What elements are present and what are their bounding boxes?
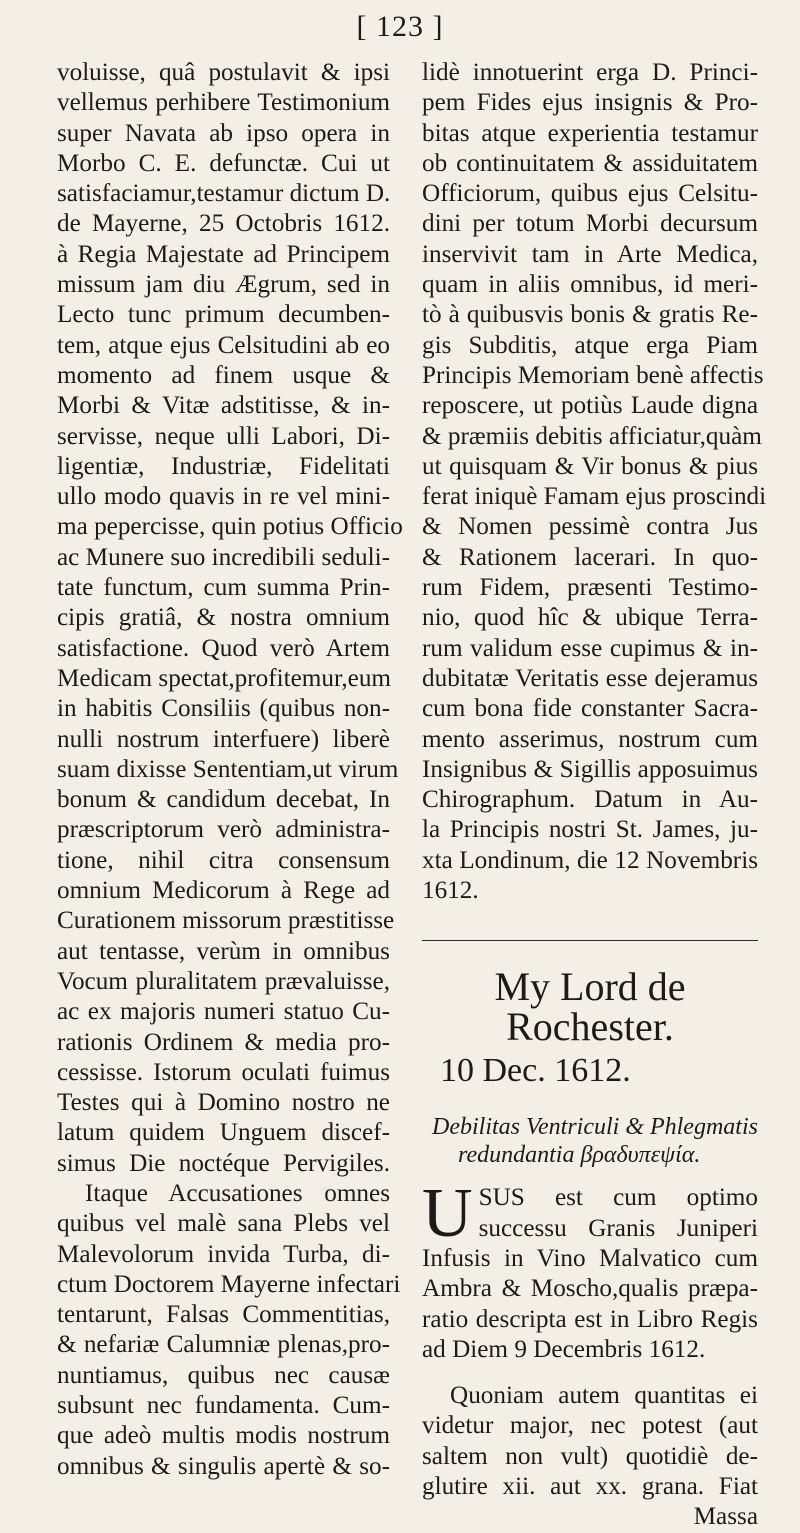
text-line: quibus vel malè sana Plebs vel [57,1210,390,1238]
text-line: & præmiis debitis afficiatur,quàm [422,422,762,450]
text-line: missum jam diu Ægrum, sed in [57,271,390,299]
text-line: Infusis in Vino Malvatico cum [422,1244,758,1272]
text-line: rum validum esse cupimus & in- [422,634,758,662]
letter-heading: My Lord de Rochester. [494,964,686,1050]
text-line: nio, quod hîc & ubique Terra- [422,604,758,632]
text-line: nulli nostrum interfuere) liberè [57,725,390,753]
text-line: præscriptorum verò administra- [57,816,390,844]
text-line: omnium Medicorum à Rege ad [57,877,390,905]
text-line: Morbo C. E. defunctæ. Cui ut [57,149,390,177]
text-line: omnibus & singulis apertè & so- [57,1452,390,1480]
text-line: ac Munere suo incredibili seduli- [57,543,390,571]
text-line: ac ex majoris numeri statuo Cu- [57,998,390,1026]
text-line: tò à quibusvis bonis & gratis Re- [422,301,758,329]
text-line: in habitis Consiliis (quibus non- [57,695,390,723]
text-line: à Regia Majestate ad Principem [57,240,390,268]
text-line: glutire xii. aut xx. grana. Fiat [422,1472,758,1500]
text-line: tentarunt, Falsas Commentitias, [57,1301,390,1329]
text-line: Morbi & Vitæ adstitisse, & in- [57,392,390,420]
text-line: ratio descripta est in Libro Regis [422,1305,758,1333]
catchword: Massa [693,1503,758,1531]
text-line: saltem non vult) quotidiè de- [422,1442,758,1470]
letter-date: 10 Dec. 1612. [440,1052,631,1090]
text-line: pem Fides ejus insignis & Pro- [422,89,758,117]
text-line: aut tentasse, verùm in omnibus [57,937,390,965]
section-caption-continued: redundantia βραδυπεψία. [458,1142,701,1169]
text-line: tem, atque ejus Celsitudini ab eo [57,331,390,359]
text-line: Curationem missorum præstitisse [57,907,395,935]
text-line: super Navata ab ipso opera in [57,119,390,147]
text-line: quam in aliis omnibus, id meri- [422,271,758,299]
text-line: Lecto tunc primum decumben- [57,301,390,329]
text-line: SUS est cum optimo [478,1184,758,1212]
drop-cap: U [422,1175,473,1253]
text-line: Officiorum, quibus ejus Celsitu- [422,180,758,208]
text-line: Chirographum. Datum in Au- [422,786,758,814]
text-line: momento ad finem usque & [57,361,390,389]
text-line: ctum Doctorem Mayerne infectari [57,1270,401,1298]
text-line: ferat iniquè Famam ejus proscindi [422,483,767,511]
text-line: suam dixisse Sententiam,ut virum [57,755,399,783]
text-line: xta Londinum, die 12 Novembris [422,846,758,874]
text-line: dubitatæ Veritatis esse dejeramus [422,664,758,692]
text-line: cessisse. Istorum oculati fuimus [57,1058,390,1086]
text-line: 1612. [422,877,479,905]
text-line: cum bona fide constanter Sacra- [422,695,758,723]
text-line: bonum & candidum decebat, In [57,786,390,814]
text-line: latum quidem Unguem discef- [57,1119,390,1147]
text-line: vellemus perhibere Testimonium [57,89,390,117]
section-divider [422,940,758,941]
text-line: satisfaciamur,testamur dictum D. [57,180,391,208]
left-column [57,58,403,1482]
text-line: la Principis nostri St. James, ju- [422,816,758,844]
text-line: reposcere, ut potiùs Laude digna [422,392,758,420]
text-line: Vocum pluralitatem prævaluisse, [57,967,390,995]
text-line: voluisse, quâ postulavit & ipsi [57,59,390,86]
text-line: nuntiamus, quibus nec causæ [57,1361,390,1389]
text-line: Quoniam autem quantitas ei [450,1382,758,1410]
text-line: gis Subditis, atque erga Piam [422,331,758,359]
quoniam-paragraph [422,1381,758,1532]
page-number: [ 123 ] [356,10,444,43]
text-line: satisfactione. Quod verò Artem [57,634,390,662]
text-line: subsunt nec fundamenta. Cum- [57,1392,390,1420]
text-line: ma pepercisse, quin potius Officio [57,513,403,541]
text-line: & Rationem lacerari. In quo- [422,543,758,571]
text-line: que adeò multis modis nostrum [57,1422,390,1450]
text-line: ut quisquam & Vir bonus & pius [422,452,758,480]
text-line: Principis Memoriam benè affectis [422,361,764,389]
text-line: de Mayerne, 25 Octobris 1612. [57,210,390,238]
text-line: & nefariæ Calumniæ plenas,pro- [57,1331,390,1359]
section-caption: Debilitas Ventriculi & Phlegmatis [432,1114,758,1141]
text-line: & Nomen pessimè contra Jus [422,513,758,541]
text-line: Medicam spectat,profitemur,eum [57,664,392,692]
text-line: ad Diem 9 Decembris 1612. [422,1335,706,1363]
right-column [422,58,767,1533]
text-line: inservivit tam in Arte Medica, [422,240,758,268]
text-line: bitas atque experientia testamur [422,119,758,147]
text-line: rum Fidem, præsenti Testimo- [422,574,758,602]
text-line: Ambra & Moscho,qualis præpa- [422,1275,758,1303]
text-line: mento asserimus, nostrum cum [422,725,758,753]
text-line: successu Granis Juniperi [478,1214,758,1242]
text-line: ligentiæ, Industriæ, Fidelitati [57,452,390,480]
text-line: servisse, neque ulli Labori, Di- [57,422,390,450]
text-line: rationis Ordinem & media pro- [57,1028,390,1056]
text-line: ob continuitatem & assiduitatem [422,149,758,177]
text-line: Insignibus & Sigillis apposuimus [422,755,758,783]
text-line: dini per totum Morbi decursum [422,210,758,238]
text-line: Testes qui à Domino nostro ne [57,1089,390,1117]
text-line: Itaque Accusationes omnes [85,1179,390,1207]
text-line: videtur major, nec potest (aut [422,1412,758,1440]
text-line: tate functum, cum summa Prin- [57,574,390,602]
text-line: ullo modo quavis in re vel mini- [57,483,390,511]
usus-paragraph [422,1175,758,1365]
text-line: cipis gratiâ, & nostra omnium [57,604,390,632]
text-line: Malevolorum invida Turba, di- [57,1240,390,1268]
text-line: lidè innotuerint erga D. Princi- [422,59,758,86]
text-line: simus Die noctéque Pervigiles. [57,1149,390,1177]
text-line: tione, nihil citra consensum [57,846,390,874]
